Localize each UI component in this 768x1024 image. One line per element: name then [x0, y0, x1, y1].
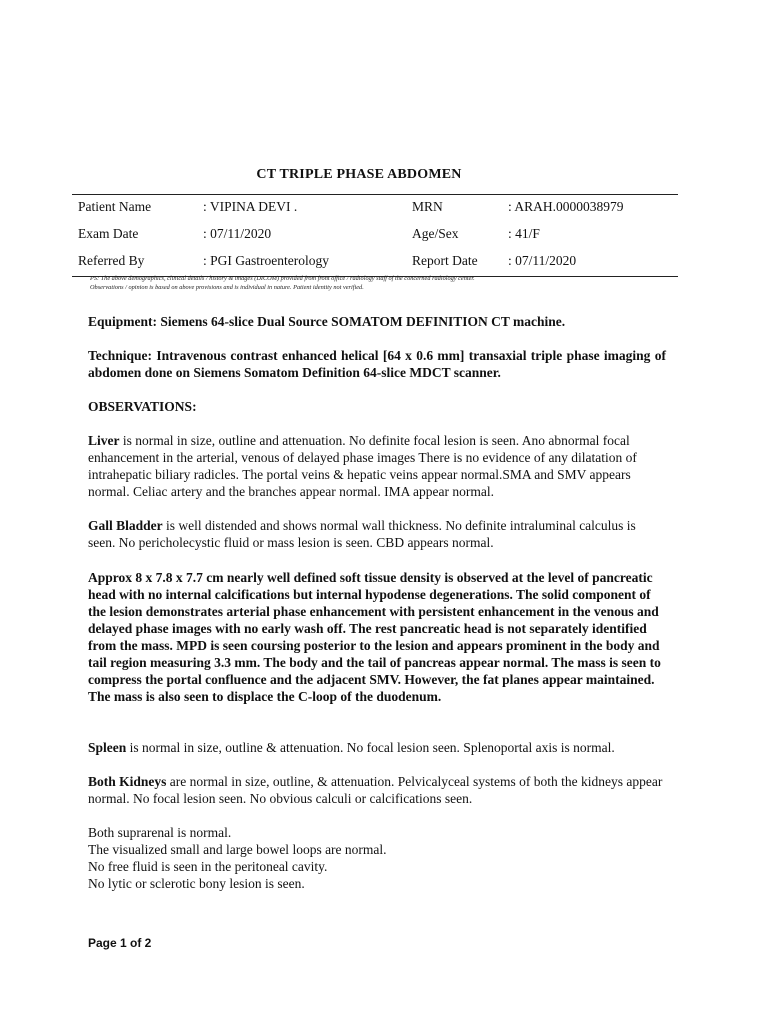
report-date-value: : 07/11/2020	[508, 253, 577, 268]
age-sex-value: : 41/F	[508, 226, 540, 241]
misc-finding-line: No lytic or sclerotic bony lesion is seen.	[88, 876, 305, 891]
equipment-paragraph: Equipment: Siemens 64-slice Dual Source SOMATOM DEFINITION CT machine.	[88, 314, 566, 329]
exam-date-value: : 07/11/2020	[203, 226, 272, 241]
report-date-label: Report Date	[412, 253, 478, 268]
patient-info-row	[72, 249, 678, 276]
patient-name-value: : VIPINA DEVI .	[203, 199, 298, 214]
spleen-label: Spleen	[88, 740, 127, 755]
referred-by-label: Referred By	[78, 253, 145, 268]
spleen-text: is normal in size, outline & attenuation. No focal lesion seen. Splenoportal axis is normal.	[126, 740, 615, 755]
gall-bladder-paragraph	[88, 517, 666, 551]
patient-name-label: Patient Name	[78, 199, 152, 214]
mrn-value: : ARAH.0000038979	[508, 199, 624, 214]
gall-bladder-label: Gall Bladder	[88, 518, 163, 533]
kidneys-paragraph	[88, 773, 666, 807]
liver-text: is normal in size, outline and attenuation. No definite focal lesion is seen. Ano abnormal focal enhancement in the arterial, venous of delayed phase images There is no evidence of any dilatation of intrahepatic biliary radicles. The portal veins & hepatic veins appear normal.SMA and SMV appears normal. Celiac artery and the branches appear normal. IMA appear normal.	[88, 433, 637, 499]
disclaimer-line: Observations / opinion is based on above provisions and is individual in nature. Patient identity not verified.	[90, 284, 364, 291]
technique-paragraph: Technique: Intravenous contrast enhanced helical [64 x 0.6 mm] transaxial triple phase imaging of abdomen done on Siemens Somatom Definition 64-slice MDCT scanner.	[88, 348, 666, 380]
exam-date-label: Exam Date	[78, 226, 139, 241]
patient-info-table	[72, 194, 678, 277]
disclaimer-line: PS: The above demographics, clinical details / history & images (DICOM) provided from front office / radiology staff of the concerned radiology center.	[90, 275, 475, 282]
gall-bladder-text: is well distended and shows normal wall thickness. No definite intraluminal calculus is seen. No pericholecystic fluid or mass lesion is seen. CBD appears normal.	[88, 518, 636, 550]
misc-finding-line: The visualized small and large bowel loops are normal.	[88, 842, 387, 857]
referred-by-value: : PGI Gastroenterology	[203, 253, 329, 268]
spleen-paragraph	[88, 739, 666, 756]
pancreas-paragraph: Approx 8 x 7.8 x 7.7 cm nearly well defined soft tissue density is observed at the level of pancreatic head with no internal calcifications but internal hypodense degenerations. The solid component of the lesion demonstrates arterial phase enhancement with persistent enhancement in the venous and delayed phase images with no early wash off. The rest pancreatic head is not separately identified from the mass. MPD is seen coursing posterior to the lesion and appears prominent in the body and tail region measuring 3.3 mm. The body and the tail of pancreas appear normal. The mass is seen to compress the portal confluence and the adjacent SMV. However, the fat planes appear maintained. The mass is also seen to displace the C-loop of the duodenum.	[88, 570, 661, 704]
patient-info-row	[72, 195, 678, 222]
mrn-label: MRN	[412, 199, 443, 214]
misc-finding-line: Both suprarenal is normal.	[88, 825, 232, 840]
age-sex-label: Age/Sex	[412, 226, 459, 241]
page-number: Page 1 of 2	[88, 936, 152, 950]
kidneys-label: Both Kidneys	[88, 774, 167, 789]
disclaimer	[90, 274, 670, 292]
observations-heading: OBSERVATIONS:	[88, 399, 197, 414]
patient-info-row	[72, 222, 678, 249]
kidneys-text: are normal in size, outline, & attenuation. Pelvicalyceal systems of both the kidneys appear normal. No focal lesion seen. No obvious calculi or calcifications seen.	[88, 774, 663, 806]
liver-label: Liver	[88, 433, 120, 448]
report-title: CT TRIPLE PHASE ABDOMEN	[256, 167, 462, 182]
misc-finding-line: No free fluid is seen in the peritoneal cavity.	[88, 859, 328, 874]
misc-findings	[88, 824, 666, 892]
liver-paragraph	[88, 432, 666, 500]
